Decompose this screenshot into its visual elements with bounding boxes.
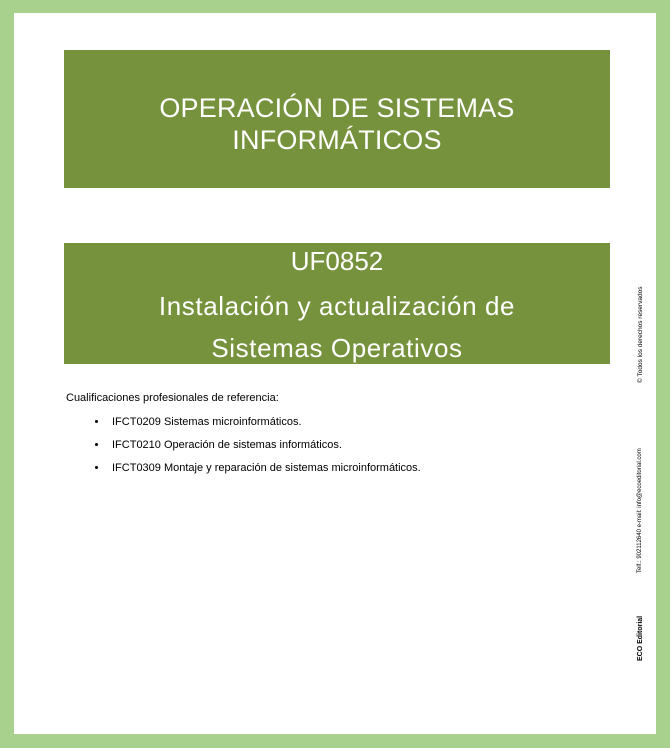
contact-info: Telf.: 902112640 e-mail: info@ecoeditorial.com	[637, 448, 643, 573]
qualifications-section	[66, 391, 606, 484]
cover-page	[14, 13, 656, 734]
qualifications-list	[66, 415, 606, 475]
publisher-name: ECO Editorial	[637, 615, 644, 661]
unit-title: Instalación y actualización de Sistemas Operativos	[158, 291, 516, 363]
list-item: • IFCT0209 Sistemas microinformáticos.	[108, 415, 606, 429]
list-item: • IFCT0210 Operación de sistemas informáticos.	[108, 438, 606, 452]
list-item: • IFCT0309 Montaje y reparación de sistemas microinformáticos.	[108, 461, 606, 475]
unit-code: UF0852	[290, 246, 384, 276]
qualifications-heading: Cualificaciones profesionales de referencia:	[66, 392, 279, 404]
unit-banner	[64, 243, 610, 364]
main-title-banner	[64, 50, 610, 188]
main-title: OPERACIÓN DE SISTEMAS INFORMÁTICOS	[159, 93, 515, 155]
rights-notice: © Todos los derechos reservados	[637, 286, 644, 383]
